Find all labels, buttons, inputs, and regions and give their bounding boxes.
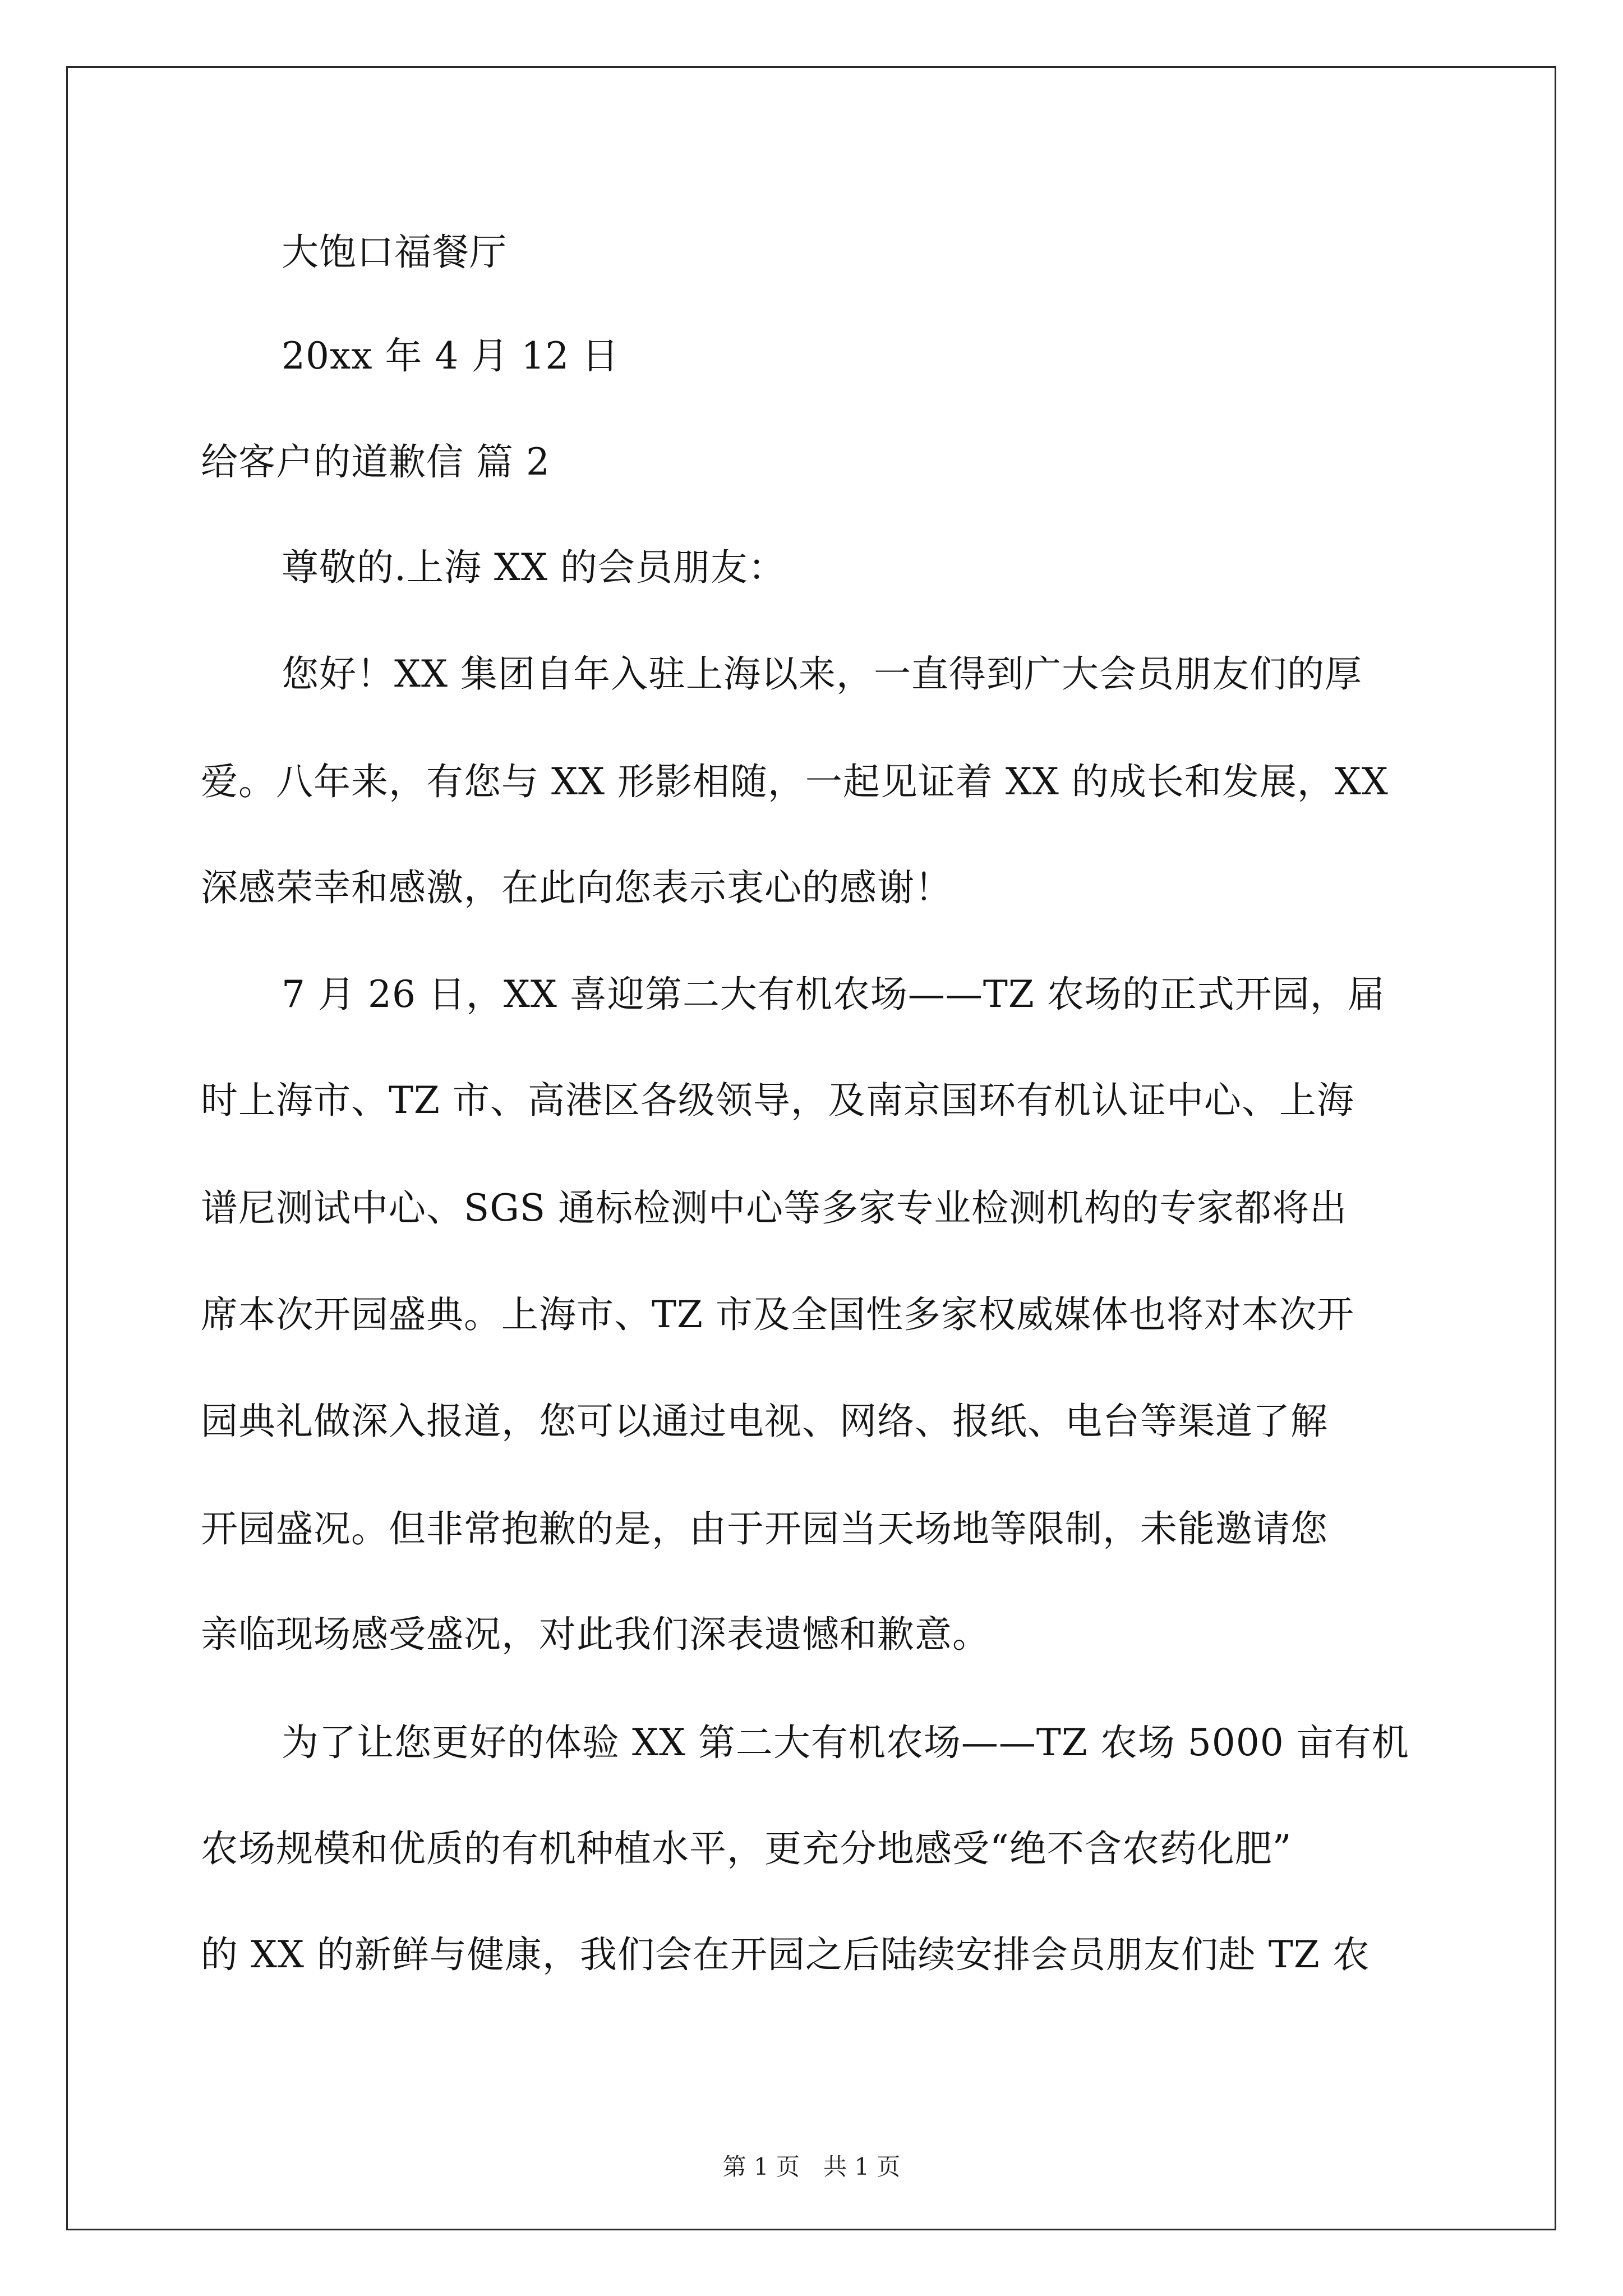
paragraph-line: 谱尼测试中心、SGS 通标检测中心等多家专业检测机构的专家都将出 (201, 1186, 1348, 1230)
paragraph-line: 席本次开园盛典。上海市、TZ 市及全国性多家权威媒体也将对本次开 (201, 1293, 1354, 1336)
paragraph-line: 爱。八年来，有您与 XX 形影相随，一起见证着 XX 的成长和发展，XX (201, 760, 1389, 803)
paragraph-line: 农场规模和优质的有机种植水平，更充分地感受“绝不含农药化肥” (201, 1827, 1292, 1870)
paragraph-line: 的 XX 的新鲜与健康，我们会在开园之后陆续安排会员朋友们赴 TZ 农 (201, 1933, 1370, 1976)
date-line: 20xx 年 4 月 12 日 (282, 334, 620, 378)
page-footer: 第 1 页 共 1 页 (722, 2153, 901, 2180)
paragraph-line: 园典礼做深入报道，您可以通过电视、网络、报纸、电台等渠道了解 (201, 1400, 1328, 1443)
restaurant-name: 大饱口福餐厅 (282, 231, 507, 274)
paragraph-line: 开园盛况。但非常抱歉的是，由于开园当天场地等限制，未能邀请您 (201, 1507, 1328, 1550)
paragraph-line: 为了让您更好的体验 XX 第二大有机农场——TZ 农场 5000 亩有机 (282, 1721, 1409, 1764)
paragraph-line: 您好！XX 集团自年入驻上海以来，一直得到广大会员朋友们的厚 (282, 652, 1362, 696)
paragraph-line: 亲临现场感受盛况，对此我们深表遗憾和歉意。 (201, 1613, 990, 1656)
section-heading: 给客户的道歉信 篇 2 (201, 440, 550, 484)
salutation: 尊敬的.上海 XX 的会员朋友： (282, 546, 786, 589)
page-border (66, 66, 1556, 2230)
paragraph-line: 7 月 26 日，XX 喜迎第二大有机农场——TZ 农场的正式开园，届 (282, 973, 1385, 1016)
paragraph-line: 时上海市、TZ 市、高港区各级领导，及南京国环有机认证中心、上海 (201, 1079, 1354, 1122)
paragraph-line: 深感荣幸和感激，在此向您表示衷心的感谢！ (201, 866, 952, 909)
